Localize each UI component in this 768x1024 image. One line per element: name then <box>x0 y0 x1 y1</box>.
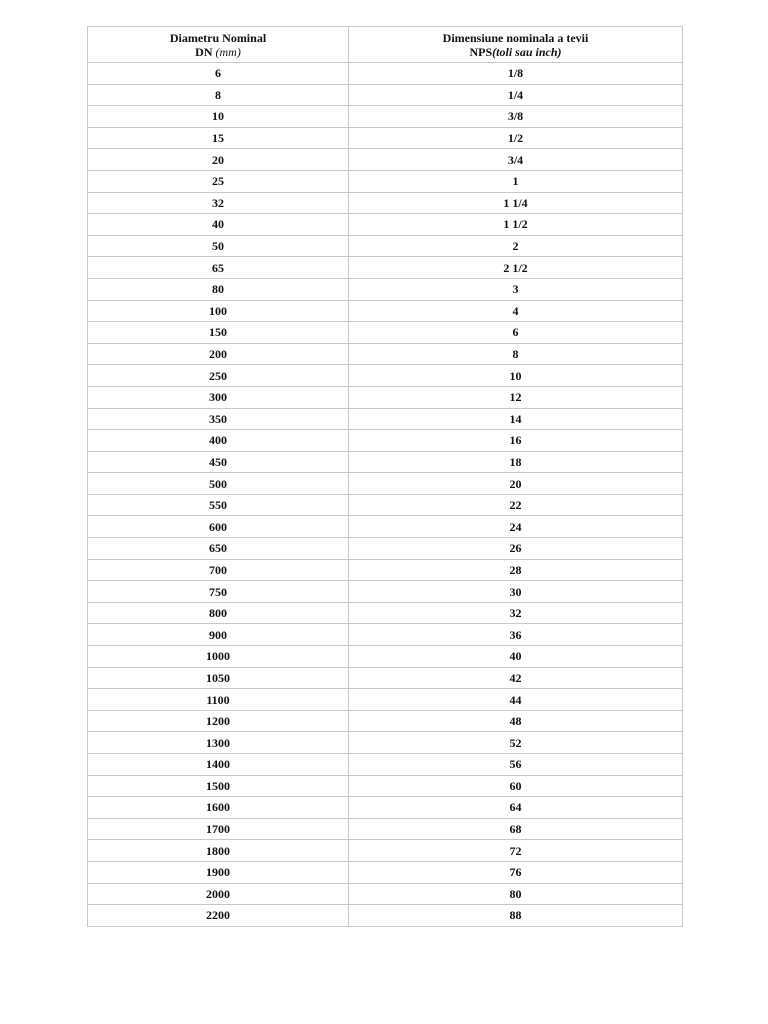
table-row <box>88 127 683 149</box>
cell-dn: 1900 <box>88 861 349 883</box>
cell-dn: 10 <box>88 106 349 128</box>
cell-dn: 1200 <box>88 710 349 732</box>
cell-dn: 700 <box>88 559 349 581</box>
cell-nps: 1/4 <box>349 84 683 106</box>
cell-nps: 20 <box>349 473 683 495</box>
cell-nps: 36 <box>349 624 683 646</box>
table-row <box>88 192 683 214</box>
table-row <box>88 257 683 279</box>
table-header-row <box>88 27 683 63</box>
cell-nps: 1 1/4 <box>349 192 683 214</box>
header-nps <box>349 27 683 63</box>
cell-dn: 1500 <box>88 775 349 797</box>
cell-dn: 2000 <box>88 883 349 905</box>
cell-dn: 20 <box>88 149 349 171</box>
table-row <box>88 63 683 85</box>
cell-nps: 8 <box>349 343 683 365</box>
table-row <box>88 473 683 495</box>
cell-dn: 15 <box>88 127 349 149</box>
table-row <box>88 106 683 128</box>
cell-nps: 30 <box>349 581 683 603</box>
cell-nps: 40 <box>349 646 683 668</box>
table-row <box>88 214 683 236</box>
table-row <box>88 343 683 365</box>
table-row <box>88 451 683 473</box>
cell-nps: 24 <box>349 516 683 538</box>
table-row <box>88 667 683 689</box>
cell-dn: 1100 <box>88 689 349 711</box>
cell-nps: 1 1/2 <box>349 214 683 236</box>
table-row <box>88 624 683 646</box>
cell-dn: 300 <box>88 386 349 408</box>
cell-dn: 1600 <box>88 797 349 819</box>
cell-dn: 500 <box>88 473 349 495</box>
cell-nps: 28 <box>349 559 683 581</box>
table-body <box>88 63 683 927</box>
table-row <box>88 278 683 300</box>
cell-nps: 1/8 <box>349 63 683 85</box>
cell-dn: 32 <box>88 192 349 214</box>
table-row <box>88 365 683 387</box>
header-dn-abbr: DN <box>195 44 216 59</box>
cell-dn: 100 <box>88 300 349 322</box>
table-row <box>88 386 683 408</box>
cell-dn: 1400 <box>88 754 349 776</box>
header-dn-title: Diametru Nominal <box>169 30 267 45</box>
header-nps-unit: (toli sau inch) <box>492 44 562 59</box>
cell-dn: 400 <box>88 430 349 452</box>
header-dn <box>88 27 349 63</box>
table-row <box>88 516 683 538</box>
header-dn-unit: (mm) <box>215 44 241 59</box>
table-row <box>88 602 683 624</box>
cell-dn: 80 <box>88 278 349 300</box>
table-row <box>88 559 683 581</box>
table-row <box>88 235 683 257</box>
cell-dn: 200 <box>88 343 349 365</box>
header-nps-title: Dimensiune nominala a tevii <box>442 30 589 45</box>
table-row <box>88 861 683 883</box>
cell-dn: 65 <box>88 257 349 279</box>
cell-nps: 10 <box>349 365 683 387</box>
cell-dn: 6 <box>88 63 349 85</box>
cell-nps: 44 <box>349 689 683 711</box>
cell-nps: 3/4 <box>349 149 683 171</box>
cell-nps: 60 <box>349 775 683 797</box>
table-row <box>88 581 683 603</box>
cell-nps: 2 <box>349 235 683 257</box>
cell-nps: 16 <box>349 430 683 452</box>
table-row <box>88 646 683 668</box>
cell-dn: 8 <box>88 84 349 106</box>
cell-nps: 32 <box>349 602 683 624</box>
cell-nps: 80 <box>349 883 683 905</box>
cell-nps: 64 <box>349 797 683 819</box>
cell-dn: 40 <box>88 214 349 236</box>
table-row <box>88 775 683 797</box>
table-row <box>88 689 683 711</box>
cell-nps: 6 <box>349 322 683 344</box>
cell-nps: 72 <box>349 840 683 862</box>
cell-dn: 2200 <box>88 905 349 927</box>
cell-nps: 4 <box>349 300 683 322</box>
table-row <box>88 149 683 171</box>
cell-dn: 1300 <box>88 732 349 754</box>
cell-dn: 1700 <box>88 818 349 840</box>
cell-nps: 14 <box>349 408 683 430</box>
cell-dn: 250 <box>88 365 349 387</box>
cell-dn: 350 <box>88 408 349 430</box>
conversion-table-container <box>87 26 682 927</box>
cell-dn: 600 <box>88 516 349 538</box>
table-row <box>88 494 683 516</box>
table-row <box>88 170 683 192</box>
table-row <box>88 538 683 560</box>
table-row <box>88 905 683 927</box>
cell-nps: 42 <box>349 667 683 689</box>
table-row <box>88 840 683 862</box>
cell-dn: 1050 <box>88 667 349 689</box>
table-row <box>88 408 683 430</box>
header-nps-abbr: NPS <box>469 44 493 59</box>
cell-nps: 68 <box>349 818 683 840</box>
cell-nps: 2 1/2 <box>349 257 683 279</box>
cell-nps: 3/8 <box>349 106 683 128</box>
cell-nps: 76 <box>349 861 683 883</box>
table-row <box>88 754 683 776</box>
table-row <box>88 322 683 344</box>
table-row <box>88 710 683 732</box>
cell-nps: 12 <box>349 386 683 408</box>
cell-nps: 52 <box>349 732 683 754</box>
cell-dn: 50 <box>88 235 349 257</box>
cell-nps: 3 <box>349 278 683 300</box>
cell-nps: 1/2 <box>349 127 683 149</box>
cell-dn: 750 <box>88 581 349 603</box>
table-row <box>88 300 683 322</box>
cell-dn: 450 <box>88 451 349 473</box>
cell-nps: 88 <box>349 905 683 927</box>
cell-nps: 22 <box>349 494 683 516</box>
cell-nps: 48 <box>349 710 683 732</box>
table-row <box>88 84 683 106</box>
table-row <box>88 430 683 452</box>
cell-nps: 56 <box>349 754 683 776</box>
cell-nps: 26 <box>349 538 683 560</box>
cell-dn: 800 <box>88 602 349 624</box>
cell-dn: 650 <box>88 538 349 560</box>
cell-nps: 18 <box>349 451 683 473</box>
cell-dn: 550 <box>88 494 349 516</box>
cell-dn: 150 <box>88 322 349 344</box>
table-row <box>88 732 683 754</box>
cell-dn: 900 <box>88 624 349 646</box>
cell-dn: 1000 <box>88 646 349 668</box>
cell-nps: 1 <box>349 170 683 192</box>
dn-nps-conversion-table <box>87 26 683 927</box>
cell-dn: 1800 <box>88 840 349 862</box>
table-row <box>88 797 683 819</box>
cell-dn: 25 <box>88 170 349 192</box>
table-row <box>88 818 683 840</box>
table-row <box>88 883 683 905</box>
